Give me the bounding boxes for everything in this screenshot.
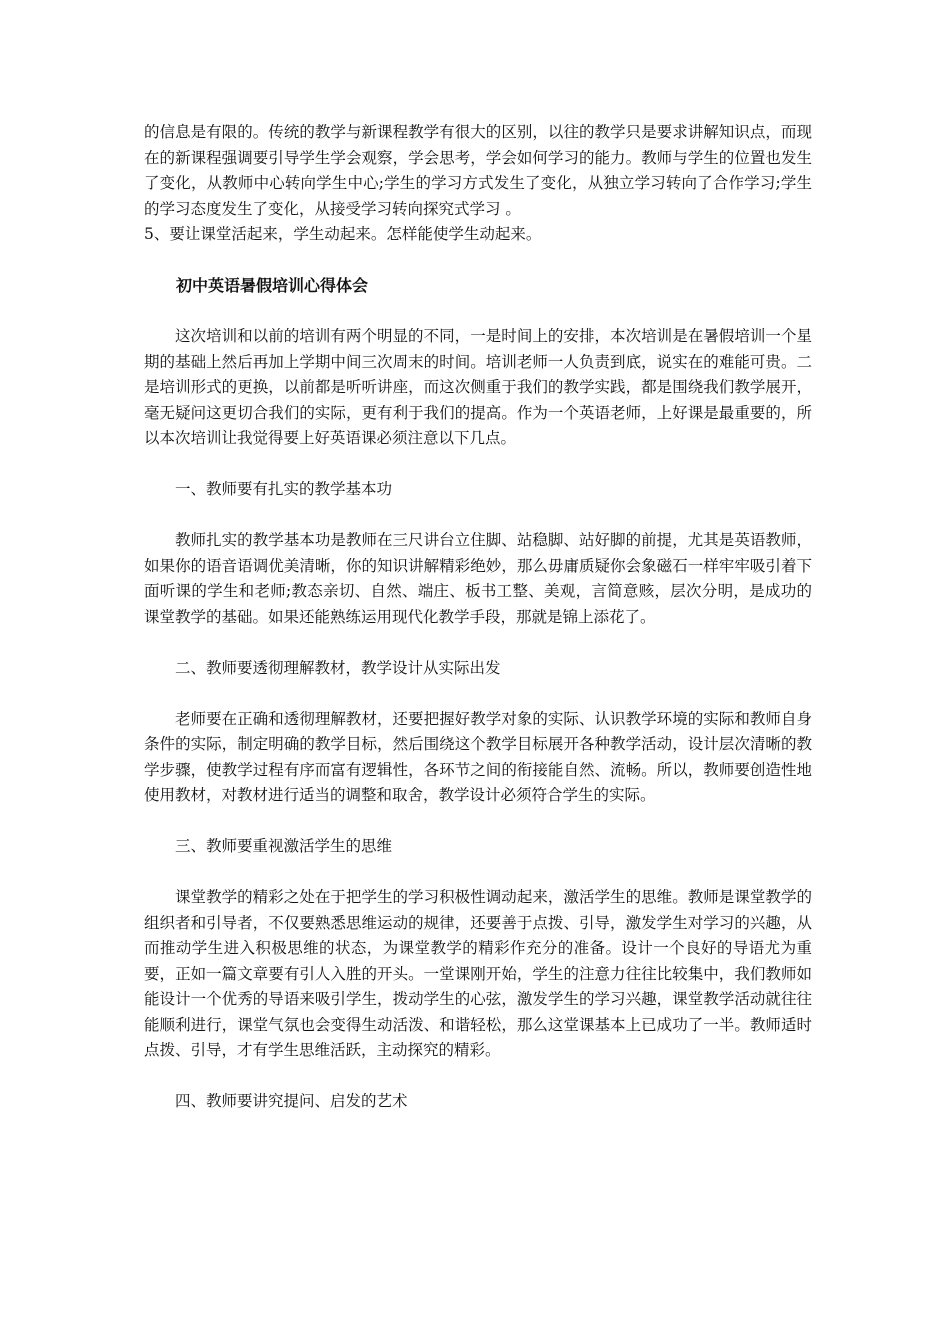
section-1-heading: 一、教师要有扎实的教学基本功 <box>175 480 393 498</box>
intro-paragraph: 的信息是有限的。传统的教学与新课程教学有很大的区别，以往的教学只是要求讲解知识点，而现在的新课程强调要引导学生学会观察，学会思考，学会如何学习的能力。教师与学生的位置也发生了变化，从教师中心转向学生中心;学生的学习方式发生了变化，从独立学习转向了合作学习;学生的学习态度发生了变化，从接受学习转向探究式学习 。 <box>144 123 812 218</box>
opening-paragraph: 这次培训和以前的培训有两个明显的不同，一是时间上的安排，本次培训是在暑假培训一个星期的基础上然后再加上学期中间三次周末的时间。培训老师一人负责到底，说实在的难能可贵。二是培训形式的更换，以前都是听听讲座，而这次侧重于我们的教学实践，都是围绕我们教学展开，毫无疑问这更切合我们的实际，更有利于我们的提高。作为一个英语老师，上好课是最重要的，所以本次培训让我觉得要上好英语课必须注意以下几点。 <box>144 327 812 447</box>
section-4-heading: 四、教师要讲究提问、启发的艺术 <box>175 1092 408 1110</box>
section-2-body: 老师要在正确和透彻理解教材，还要把握好教学对象的实际、认识教学环境的实际和教师自身条件的实际，制定明确的教学目标，然后围绕这个教学目标展开各种教学活动，设计层次清晰的教学步骤，使教学过程有序而富有逻辑性，各环节之间的衔接能自然、流畅。所以，教师要创造性地使用教材，对教材进行适当的调整和取舍，教学设计必须符合学生的实际。 <box>144 709 812 804</box>
section-3-body: 课堂教学的精彩之处在于把学生的学习积极性调动起来，激活学生的思维。教师是课堂教学的组织者和引导者，不仅要熟悉思维运动的规律，还要善于点拨、引导，激发学生对学习的兴趣，从而推动学生进入积极思维的状态，为课堂教学的精彩作充分的准备。设计一个良好的导语尤为重要，正如一篇文章要有引人入胜的开头。一堂课刚开始，学生的注意力往往比较集中，我们教师如能设计一个优秀的导语来吸引学生，拨动学生的心弦，激发学生的学习兴趣，课堂教学活动就往往能顺利进行，课堂气氛也会变得生动活泼、和谐轻松，那么这堂课基本上已成功了一半。教师适时点拨、引导，才有学生思维活跃，主动探究的精彩。 <box>144 888 812 1059</box>
intro-item-5: 5、要让课堂活起来，学生动起来。怎样能使学生动起来。 <box>144 225 542 243</box>
document-title: 初中英语暑假培训心得体会 <box>176 276 369 295</box>
section-1-body: 教师扎实的教学基本功是教师在三尺讲台立住脚、站稳脚、站好脚的前提，尤其是英语教师，如果你的语音语调优美清晰，你的知识讲解精彩绝妙，那么毋庸质疑你会象磁石一样牢牢吸引着下面听课的学生和老师;教态亲切、自然、端庄、板书工整、美观，言简意赅，层次分明，是成功的课堂教学的基础。如果还能熟练运用现代化教学手段，那就是锦上添花了。 <box>144 531 812 626</box>
section-2-heading: 二、教师要透彻理解教材，教学设计从实际出发 <box>175 658 501 677</box>
section-3-heading: 三、教师要重视激活学生的思维 <box>175 837 393 855</box>
document-body <box>144 120 812 1115</box>
